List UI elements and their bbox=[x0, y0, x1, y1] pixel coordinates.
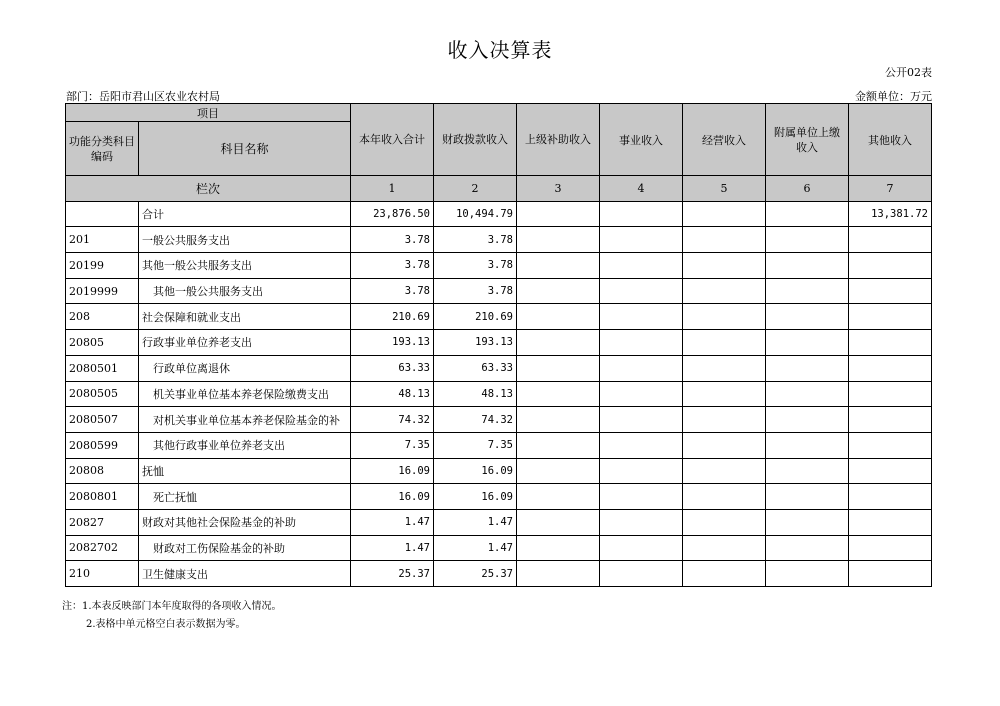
col-number: 6 bbox=[766, 176, 849, 202]
row-code: 2080505 bbox=[66, 381, 139, 407]
header-col-2: 财政拨款收入 bbox=[434, 104, 517, 176]
row-value: 193.13 bbox=[351, 330, 434, 356]
row-value bbox=[600, 407, 683, 433]
row-value: 63.33 bbox=[434, 355, 517, 381]
row-value bbox=[600, 432, 683, 458]
row-value bbox=[766, 561, 849, 587]
row-name: 行政事业单位养老支出 bbox=[139, 330, 351, 356]
row-value bbox=[849, 381, 932, 407]
header-col-3: 上级补助收入 bbox=[517, 104, 600, 176]
row-code: 20805 bbox=[66, 330, 139, 356]
row-value: 3.78 bbox=[434, 278, 517, 304]
row-value bbox=[517, 509, 600, 535]
row-code bbox=[66, 201, 139, 227]
row-value bbox=[683, 253, 766, 279]
table-row bbox=[66, 535, 932, 561]
row-value bbox=[683, 355, 766, 381]
table-row bbox=[66, 484, 932, 510]
row-value bbox=[517, 535, 600, 561]
row-name: 死亡抚恤 bbox=[139, 484, 351, 510]
row-value bbox=[849, 355, 932, 381]
row-value bbox=[766, 509, 849, 535]
header-project: 项目 bbox=[66, 104, 351, 122]
row-code: 2019999 bbox=[66, 278, 139, 304]
row-value bbox=[517, 355, 600, 381]
row-code: 2080501 bbox=[66, 355, 139, 381]
row-value bbox=[849, 304, 932, 330]
row-code: 210 bbox=[66, 561, 139, 587]
table-row bbox=[66, 381, 932, 407]
row-value bbox=[766, 253, 849, 279]
header-row-label: 栏次 bbox=[66, 176, 351, 202]
row-value: 25.37 bbox=[434, 561, 517, 587]
row-value: 16.09 bbox=[434, 458, 517, 484]
table-row bbox=[66, 355, 932, 381]
row-value: 16.09 bbox=[351, 484, 434, 510]
table-row bbox=[66, 201, 932, 227]
income-table bbox=[65, 103, 932, 587]
row-value bbox=[766, 484, 849, 510]
row-value bbox=[683, 509, 766, 535]
row-value bbox=[517, 381, 600, 407]
row-name: 社会保障和就业支出 bbox=[139, 304, 351, 330]
row-value bbox=[600, 304, 683, 330]
row-value bbox=[600, 253, 683, 279]
table-row bbox=[66, 561, 932, 587]
table-row bbox=[66, 330, 932, 356]
row-code: 2080801 bbox=[66, 484, 139, 510]
form-code: 公开02表 bbox=[885, 66, 932, 79]
row-value bbox=[517, 201, 600, 227]
row-code: 2080599 bbox=[66, 432, 139, 458]
row-value bbox=[849, 330, 932, 356]
row-value bbox=[600, 458, 683, 484]
table-row bbox=[66, 253, 932, 279]
row-name: 行政单位离退休 bbox=[139, 355, 351, 381]
row-name: 卫生健康支出 bbox=[139, 561, 351, 587]
header-col-5: 经营收入 bbox=[683, 104, 766, 176]
header-col-7: 其他收入 bbox=[849, 104, 932, 176]
row-value bbox=[600, 484, 683, 510]
row-value bbox=[766, 432, 849, 458]
row-value bbox=[683, 381, 766, 407]
row-value: 3.78 bbox=[434, 253, 517, 279]
notes bbox=[62, 598, 282, 634]
row-value bbox=[766, 458, 849, 484]
row-value: 23,876.50 bbox=[351, 201, 434, 227]
row-value: 1.47 bbox=[351, 535, 434, 561]
row-value: 74.32 bbox=[434, 407, 517, 433]
row-value bbox=[517, 278, 600, 304]
row-value bbox=[600, 278, 683, 304]
row-value bbox=[517, 458, 600, 484]
row-value: 16.09 bbox=[434, 484, 517, 510]
row-value: 3.78 bbox=[351, 253, 434, 279]
row-value bbox=[517, 227, 600, 253]
col-number: 7 bbox=[849, 176, 932, 202]
row-value bbox=[849, 278, 932, 304]
row-code: 20808 bbox=[66, 458, 139, 484]
table-row bbox=[66, 458, 932, 484]
row-value bbox=[766, 278, 849, 304]
row-value: 1.47 bbox=[351, 509, 434, 535]
row-value bbox=[600, 509, 683, 535]
row-value: 63.33 bbox=[351, 355, 434, 381]
row-value bbox=[600, 355, 683, 381]
row-value bbox=[517, 407, 600, 433]
row-name: 其他行政事业单位养老支出 bbox=[139, 432, 351, 458]
note-1: 注：1.本表反映部门本年度取得的各项收入情况。 bbox=[62, 601, 282, 612]
row-value: 3.78 bbox=[434, 227, 517, 253]
row-value bbox=[683, 561, 766, 587]
row-value bbox=[600, 535, 683, 561]
row-value bbox=[849, 458, 932, 484]
department-label: 部门：岳阳市君山区农业农村局 bbox=[66, 90, 220, 103]
table-row bbox=[66, 227, 932, 253]
row-value: 74.32 bbox=[351, 407, 434, 433]
table-row bbox=[66, 432, 932, 458]
row-value bbox=[683, 458, 766, 484]
row-name: 对机关事业单位基本养老保险基金的补 bbox=[139, 407, 351, 433]
row-value: 7.35 bbox=[351, 432, 434, 458]
row-value bbox=[517, 304, 600, 330]
row-name: 财政对工伤保险基金的补助 bbox=[139, 535, 351, 561]
row-name: 合计 bbox=[139, 201, 351, 227]
table-row bbox=[66, 509, 932, 535]
row-value bbox=[849, 253, 932, 279]
row-value bbox=[683, 227, 766, 253]
row-code: 201 bbox=[66, 227, 139, 253]
unit-label: 金额单位：万元 bbox=[855, 90, 932, 103]
table-row bbox=[66, 278, 932, 304]
row-value: 48.13 bbox=[351, 381, 434, 407]
row-value bbox=[849, 509, 932, 535]
col-number: 1 bbox=[351, 176, 434, 202]
row-value: 1.47 bbox=[434, 535, 517, 561]
row-value: 193.13 bbox=[434, 330, 517, 356]
header-col-4: 事业收入 bbox=[600, 104, 683, 176]
row-value bbox=[683, 278, 766, 304]
page-title: 收入决算表 bbox=[447, 38, 553, 62]
row-code: 2082702 bbox=[66, 535, 139, 561]
row-name: 财政对其他社会保险基金的补助 bbox=[139, 509, 351, 535]
row-name: 机关事业单位基本养老保险缴费支出 bbox=[139, 381, 351, 407]
row-name: 其他一般公共服务支出 bbox=[139, 278, 351, 304]
col-number: 4 bbox=[600, 176, 683, 202]
row-value bbox=[517, 330, 600, 356]
row-name: 抚恤 bbox=[139, 458, 351, 484]
row-value bbox=[766, 201, 849, 227]
row-value bbox=[517, 253, 600, 279]
col-number: 5 bbox=[683, 176, 766, 202]
row-value bbox=[766, 407, 849, 433]
row-value bbox=[849, 484, 932, 510]
row-value bbox=[766, 330, 849, 356]
row-value: 210.69 bbox=[351, 304, 434, 330]
row-value bbox=[683, 432, 766, 458]
row-value bbox=[517, 561, 600, 587]
row-value bbox=[849, 535, 932, 561]
row-value bbox=[600, 201, 683, 227]
row-value bbox=[683, 484, 766, 510]
row-value bbox=[683, 407, 766, 433]
row-value: 7.35 bbox=[434, 432, 517, 458]
row-value: 3.78 bbox=[351, 278, 434, 304]
row-code: 208 bbox=[66, 304, 139, 330]
header-col-6: 附属单位上缴收入 bbox=[766, 104, 849, 176]
row-value bbox=[766, 227, 849, 253]
row-value bbox=[600, 330, 683, 356]
row-value: 1.47 bbox=[434, 509, 517, 535]
note-2: 2.表格中单元格空白表示数据为零。 bbox=[86, 619, 246, 630]
row-value: 10,494.79 bbox=[434, 201, 517, 227]
row-value bbox=[517, 432, 600, 458]
row-value: 25.37 bbox=[351, 561, 434, 587]
row-value: 13,381.72 bbox=[849, 201, 932, 227]
row-value bbox=[683, 304, 766, 330]
row-value: 48.13 bbox=[434, 381, 517, 407]
row-value bbox=[849, 432, 932, 458]
row-value bbox=[849, 561, 932, 587]
row-value bbox=[766, 535, 849, 561]
row-value bbox=[849, 227, 932, 253]
row-value bbox=[600, 561, 683, 587]
row-name: 其他一般公共服务支出 bbox=[139, 253, 351, 279]
table-row bbox=[66, 304, 932, 330]
row-value bbox=[683, 330, 766, 356]
table-row bbox=[66, 407, 932, 433]
header-func-code: 功能分类科目编码 bbox=[66, 122, 139, 176]
row-value bbox=[766, 304, 849, 330]
header-col-1: 本年收入合计 bbox=[351, 104, 434, 176]
row-value bbox=[683, 201, 766, 227]
row-code: 2080507 bbox=[66, 407, 139, 433]
row-value bbox=[766, 355, 849, 381]
col-number: 2 bbox=[434, 176, 517, 202]
row-value bbox=[600, 227, 683, 253]
row-value bbox=[517, 484, 600, 510]
row-value: 3.78 bbox=[351, 227, 434, 253]
header-subject-name: 科目名称 bbox=[139, 122, 351, 176]
row-value bbox=[683, 535, 766, 561]
row-value bbox=[600, 381, 683, 407]
row-value bbox=[766, 381, 849, 407]
row-code: 20199 bbox=[66, 253, 139, 279]
row-value bbox=[849, 407, 932, 433]
row-value: 210.69 bbox=[434, 304, 517, 330]
row-value: 16.09 bbox=[351, 458, 434, 484]
col-number: 3 bbox=[517, 176, 600, 202]
row-name: 一般公共服务支出 bbox=[139, 227, 351, 253]
row-code: 20827 bbox=[66, 509, 139, 535]
